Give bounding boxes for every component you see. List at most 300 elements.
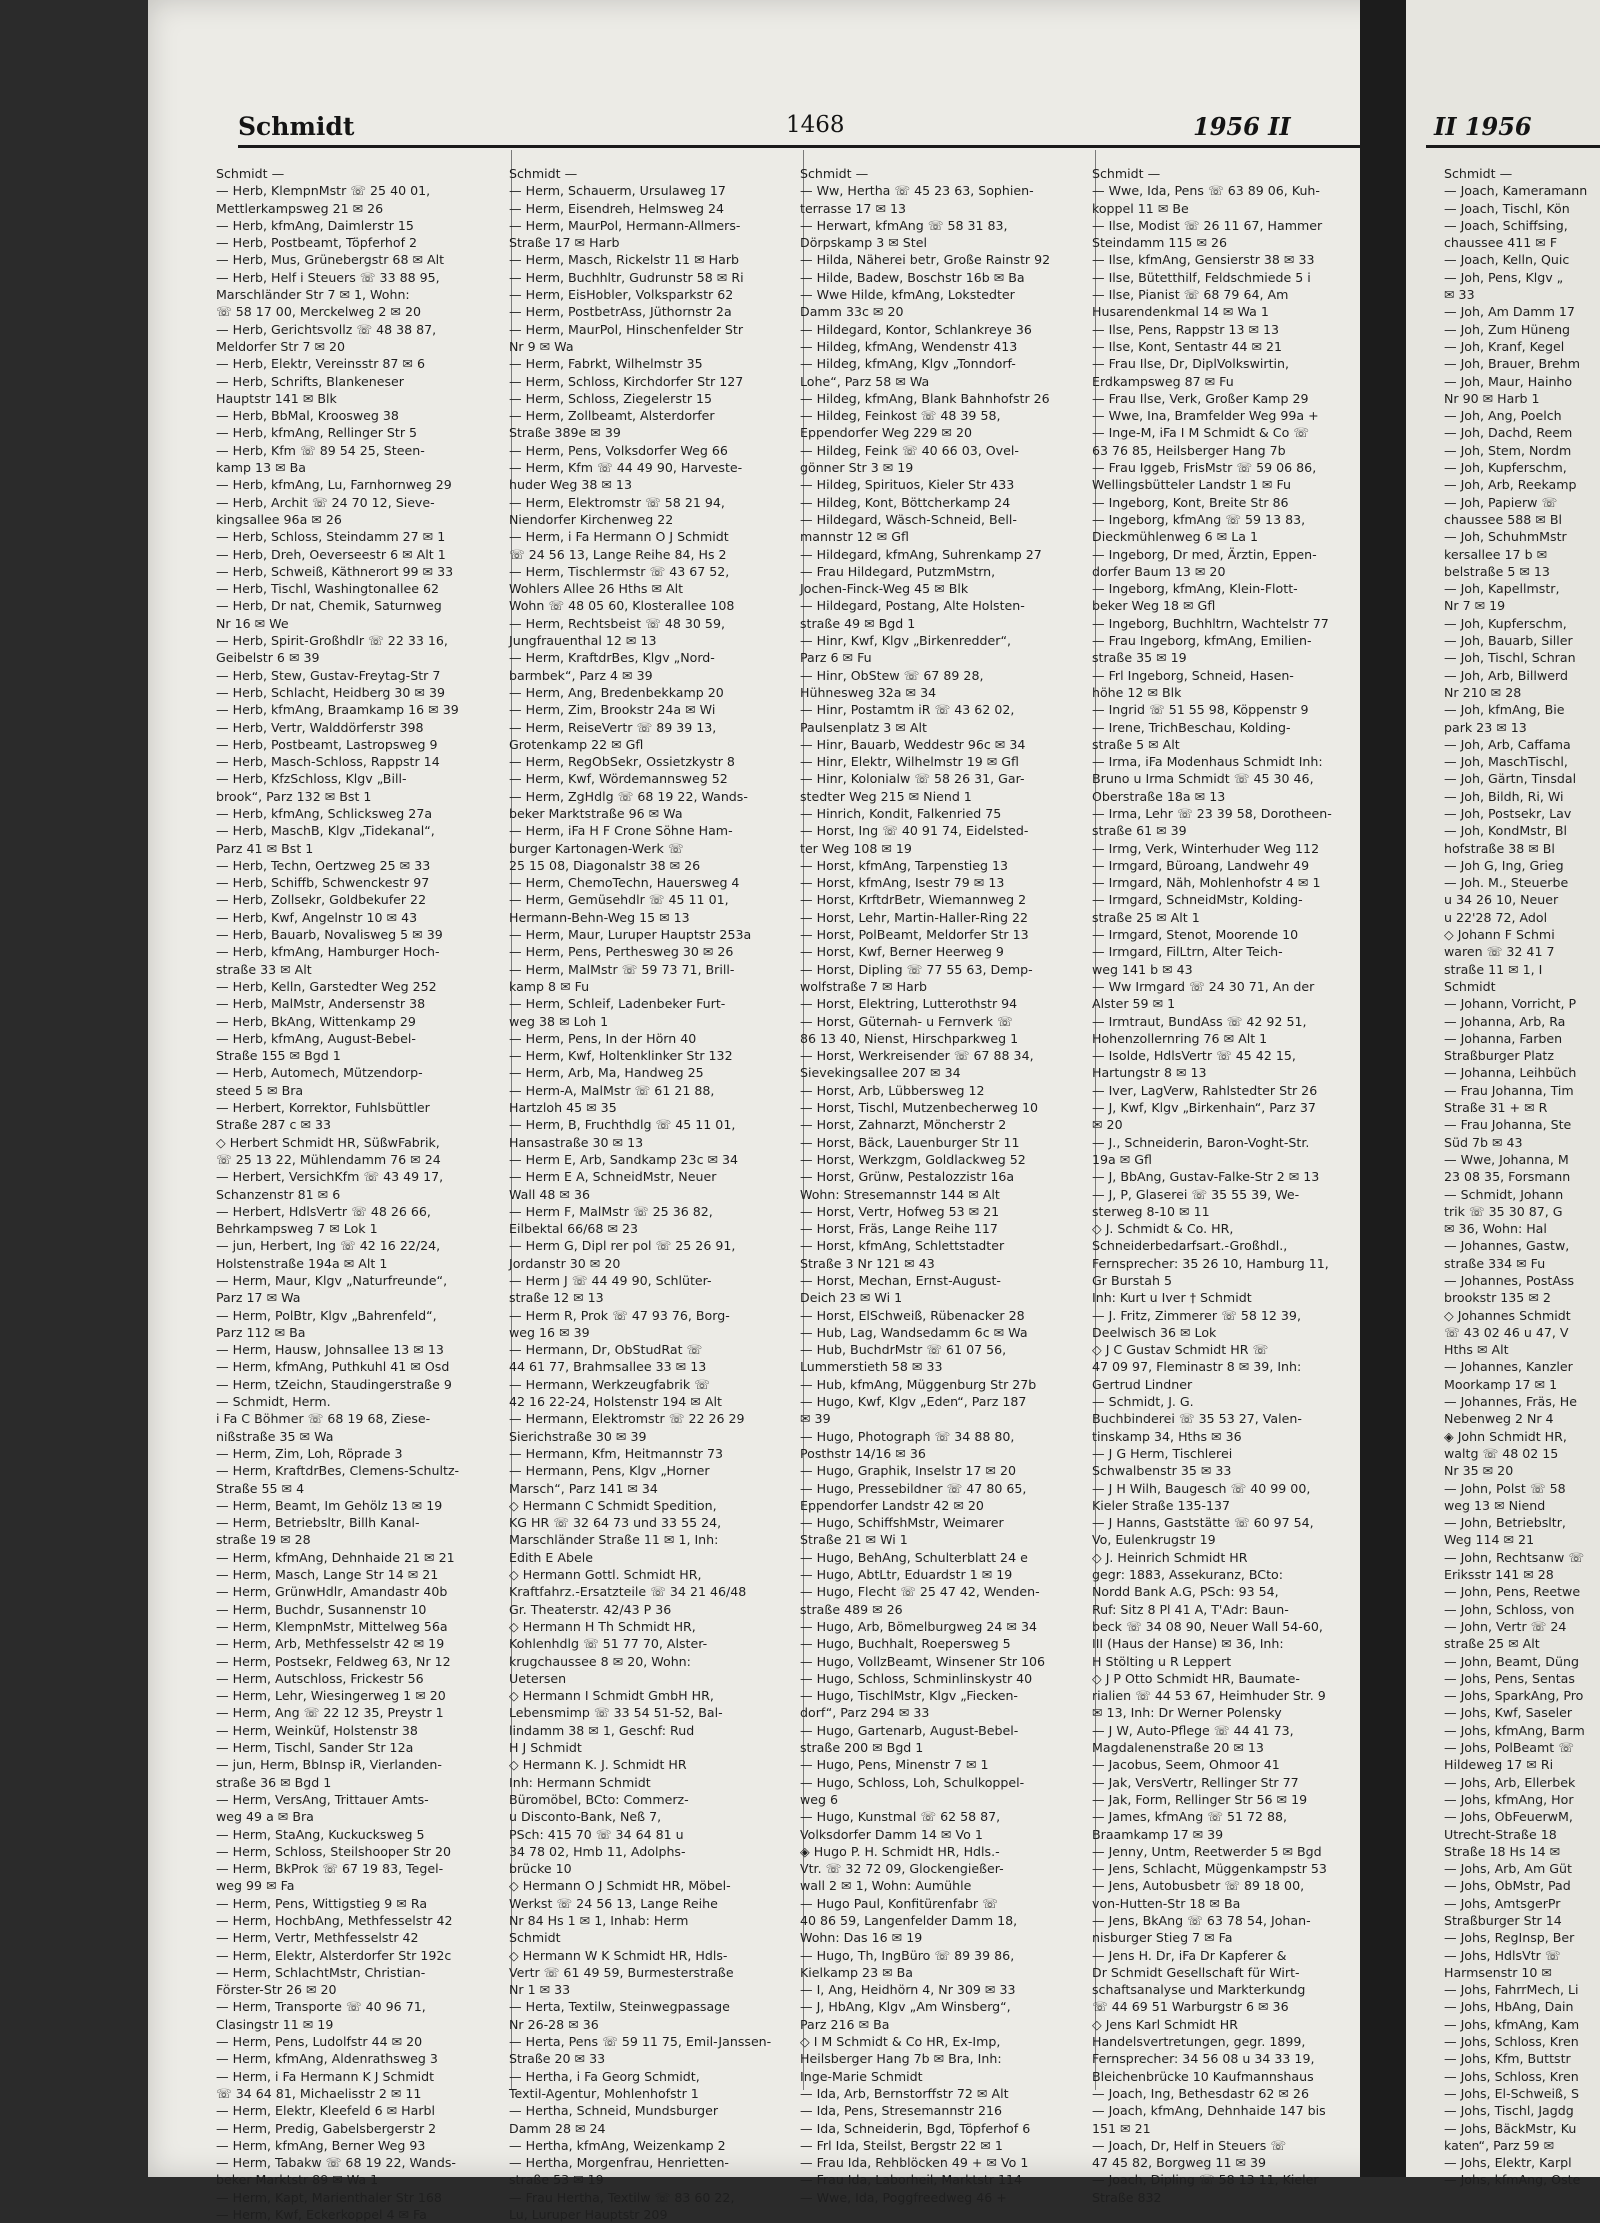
directory-entry-line: Kraftfahrz.-Ersatzteile ☏ 34 21 46/48: [509, 1584, 747, 1600]
directory-entry-line: — Irmgard, Näh, Mohlenhofstr 4 ✉ 1: [1092, 875, 1321, 891]
directory-entry-line: ◇ J. Schmidt & Co. HR,: [1092, 1221, 1234, 1237]
directory-entry-line: — Hildeg, kfmAng, Wendenstr 413: [800, 338, 1018, 354]
directory-entry-line: weg 38 ✉ Loh 1: [509, 1013, 609, 1029]
directory-entry-line: beker Marktstraße 96 ✉ Wa: [509, 805, 683, 821]
directory-entry-line: — Herm F, MalMstr ☏ 25 36 82,: [509, 1203, 713, 1219]
directory-entry-line: Straßburger Platz: [1444, 1048, 1554, 1064]
directory-entry-line: — Herb, Schiffb, Schwenckestr 97: [216, 875, 430, 891]
directory-entry-line: ✉ 39: [800, 1411, 831, 1427]
directory-entry-line: — Hub, BuchdrMstr ☏ 61 07 56,: [800, 1342, 1007, 1358]
directory-entry-line: — Herm, KraftdrBes, Clemens-Schultz-: [216, 1463, 460, 1479]
directory-entry-line: — Horst, Arb, Lübbersweg 12: [800, 1082, 985, 1098]
directory-entry-line: i Fa C Böhmer ☏ 68 19 68, Ziese-: [216, 1411, 431, 1427]
directory-entry-line: Nr 26-28 ✉ 36: [509, 2016, 599, 2032]
directory-entry-line: — Horst, Grünw, Pestalozzistr 16a: [800, 1169, 1015, 1185]
directory-entry-line: — Johanna, Farben: [1444, 1030, 1563, 1046]
directory-entry-line: — Herm, Zim, Loh, Röprade 3: [216, 1445, 403, 1461]
directory-entry-line: weg 13 ✉ Niend: [1444, 1497, 1546, 1513]
directory-entry-line: — Herm, Kfm ☏ 44 49 90, Harveste-: [509, 460, 743, 476]
directory-entry-line: Nr 16 ✉ We: [216, 615, 289, 631]
directory-entry-line: — Ida, Pens, Stresemannstr 216: [800, 2103, 1003, 2119]
directory-entry-line: — Herm, ChemoTechn, Hauersweg 4: [509, 875, 740, 891]
directory-entry-line: straße 33 ✉ Alt: [216, 961, 312, 977]
directory-entry-line: trik ☏ 35 30 87, G: [1444, 1203, 1563, 1219]
directory-entry-line: Kieler Straße 135-137: [1092, 1497, 1231, 1513]
directory-entry-line: weg 141 b ✉ 43: [1092, 961, 1193, 977]
directory-entry-line: — Johs, Arb, Am Güt: [1444, 1861, 1572, 1877]
directory-entry-line: Bleichenbrücke 10 Kaufmannshaus: [1092, 2068, 1314, 2084]
directory-entry-line: — Hildeg, Feinkost ☏ 48 39 58,: [800, 408, 1001, 424]
directory-entry-line: — Horst, KrftdrBetr, Wiemannweg 2: [800, 892, 1027, 908]
directory-entry-line: — Hildeg, Feink ☏ 40 66 03, Ovel-: [800, 442, 1019, 458]
directory-entry-line: — J. Fritz, Zimmerer ☏ 58 12 39,: [1092, 1307, 1301, 1323]
directory-entry-line: — Johanna, Arb, Ra: [1444, 1013, 1566, 1029]
directory-entry-line: — Johs, Pens, Sentas: [1444, 1670, 1575, 1686]
directory-entry-line: — Herm, Hausw, Johnsallee 13 ✉ 13: [216, 1342, 444, 1358]
directory-entry-line: Paulsenplatz 3 ✉ Alt: [800, 719, 927, 735]
directory-entry-line: Inh: Hermann Schmidt: [509, 1774, 651, 1790]
header-name: Schmidt: [238, 112, 355, 141]
directory-entry-line: — Herm, MaurPol, Hermann-Allmers-: [509, 217, 741, 233]
directory-entry-line: — Herm, Rechtsbeist ☏ 48 30 59,: [509, 615, 725, 631]
directory-entry-line: — Johs, HdlsVtr ☏: [1444, 1947, 1561, 1963]
directory-entry-line: von-Hutten-Str 18 ✉ Ba: [1092, 1895, 1241, 1911]
directory-entry-line: Clasingstr 11 ✉ 19: [216, 2016, 334, 2032]
directory-entry-line: — Herm E, Arb, Sandkamp 23c ✉ 34: [509, 1151, 739, 1167]
directory-entry-line: Magdalenenstraße 20 ✉ 13: [1092, 1740, 1264, 1756]
directory-entry-line: — Johs, BäckMstr, Ku: [1444, 2120, 1577, 2136]
directory-entry-line: — Hugo, Pressebildner ☏ 47 80 65,: [800, 1480, 1027, 1496]
directory-entry-line: — Herb, Vertr, Walddörferstr 398: [216, 719, 424, 735]
directory-entry-line: — Frau Ingeborg, kfmAng, Emilien-: [1092, 633, 1312, 649]
directory-entry-line: brücke 10: [509, 1861, 572, 1877]
directory-entry-line: Ruf: Sitz 8 Pl 41 A, T'Adr: Baun-: [1092, 1601, 1289, 1617]
directory-entry-line: — Johs, kfmAng, Barm: [1444, 1722, 1585, 1738]
directory-entry-line: — Horst, Tischl, Mutzenbecherweg 10: [800, 1100, 1039, 1116]
directory-entry-line: ☏ 24 56 13, Lange Reihe 84, Hs 2: [509, 546, 727, 562]
directory-entry-line: — Herb, kfmAng, Lu, Farnhornweg 29: [216, 477, 452, 493]
directory-entry-line: — Wwe, Ida, Poggfreedweg 46 +: [800, 2189, 1007, 2205]
directory-entry-line: — Ilse, Modist ☏ 26 11 67, Hammer: [1092, 217, 1323, 233]
directory-entry-line: — Johs, RegInsp, Ber: [1444, 1930, 1575, 1946]
directory-entry-line: — Ingeborg, Kont, Breite Str 86: [1092, 494, 1289, 510]
directory-entry-line: — Herta, Pens ☏ 59 11 75, Emil-Janssen-: [509, 2034, 772, 2050]
directory-entry-line: gegr: 1883, Assekuranz, BCto:: [1092, 1567, 1283, 1583]
directory-entry-line: — Hildegard, kfmAng, Suhrenkamp 27: [800, 546, 1042, 562]
directory-entry-line: — I, Ang, Heidhörn 4, Nr 309 ✉ 33: [800, 1982, 1016, 1998]
directory-entry-line: katen“, Parz 59 ✉: [1444, 2137, 1555, 2153]
directory-entry-line: Moorkamp 17 ✉ 1: [1444, 1376, 1558, 1392]
directory-entry-line: — Frau Johanna, Tim: [1444, 1082, 1574, 1098]
directory-entry-line: Nr 7 ✉ 19: [1444, 598, 1506, 614]
directory-entry-line: — Hilda, Näherei betr, Große Rainstr 92: [800, 252, 1051, 268]
directory-entry-line: — Herm, StaAng, Kuckucksweg 5: [216, 1826, 425, 1842]
directory-entry-line: — Hub, kfmAng, Müggenburg Str 27b: [800, 1376, 1037, 1392]
directory-entry-line: KG HR ☏ 32 64 73 und 33 55 24,: [509, 1515, 722, 1531]
directory-entry-line: straße 36 ✉ Bgd 1: [216, 1774, 332, 1790]
directory-entry-line: — Hertha, i Fa Georg Schmidt,: [509, 2068, 700, 2084]
directory-entry-line: — Joh, MaschTischl,: [1444, 754, 1568, 770]
directory-entry-line: lindamm 38 ✉ 1, Geschf: Rud: [509, 1722, 695, 1738]
directory-entry-line: — Ingeborg, Dr med, Ärztin, Eppen-: [1092, 546, 1317, 562]
directory-entry-line: — Herb, MalMstr, Andersenstr 38: [216, 996, 426, 1012]
directory-entry-line: straße 11 ✉ 1, I: [1444, 961, 1543, 977]
directory-entry-line: — Herm, EisHobler, Volksparkstr 62: [509, 287, 734, 303]
directory-entry-line: — Inge-M, iFa I M Schmidt & Co ☏: [1092, 425, 1310, 441]
directory-entry-line: — Herb, Kelln, Garstedter Weg 252: [216, 978, 437, 994]
directory-entry-line: Straße 832: [1092, 2189, 1162, 2205]
directory-entry-line: ◇ J C Gustav Schmidt HR ☏: [1092, 1342, 1269, 1358]
directory-entry-line: straße 25 ✉ Alt 1: [1092, 909, 1200, 925]
directory-entry-line: — Johs, HbAng, Dain: [1444, 1999, 1574, 2015]
directory-entry-line: — Herm, Schloss, Steilshooper Str 20: [216, 1843, 451, 1859]
directory-entry-line: — Herwart, kfmAng ☏ 58 31 83,: [800, 217, 1008, 233]
directory-entry-line: — J G Herm, Tischlerei: [1092, 1445, 1233, 1461]
directory-entry-line: — Ilse, Bütetthilf, Feldschmiede 5 i: [1092, 269, 1311, 285]
directory-column-1: [216, 165, 501, 2223]
directory-entry-line: sterweg 8-10 ✉ 11: [1092, 1203, 1210, 1219]
directory-entry-line: — J, BbAng, Gustav-Falke-Str 2 ✉ 13: [1092, 1169, 1320, 1185]
directory-entry-line: — Johs, Kwf, Saseler: [1444, 1705, 1573, 1721]
directory-entry-line: Süd 7b ✉ 43: [1444, 1134, 1523, 1150]
directory-entry-line: Gr Burstah 5: [1092, 1273, 1172, 1288]
directory-entry-line: straße 489 ✉ 26: [800, 1601, 903, 1617]
directory-entry-line: — J Hanns, Gaststätte ☏ 60 97 54,: [1092, 1515, 1314, 1531]
directory-entry-line: — Herm, Transporte ☏ 40 96 71,: [216, 1999, 426, 2015]
directory-entry-line: — Herb, Elektr, Vereinsstr 87 ✉ 6: [216, 356, 425, 372]
directory-entry-line: ◇ Herbert Schmidt HR, SüßwFabrik,: [216, 1134, 440, 1150]
directory-entry-line: — Hugo, Schloss, Loh, Schulkoppel-: [800, 1774, 1025, 1790]
directory-entry-line: ◇ J. Heinrich Schmidt HR: [1092, 1549, 1248, 1565]
directory-entry-line: waltg ☏ 48 02 15: [1444, 1445, 1559, 1461]
directory-entry-line: — Hugo, Kunstmal ☏ 62 58 87,: [800, 1809, 1001, 1825]
directory-entry-line: — Ida, Arb, Bernstorffstr 72 ✉ Alt: [800, 2085, 1009, 2101]
directory-entry-line: — Herb, kfmAng, Rellinger Str 5: [216, 425, 418, 441]
directory-entry-line: — Joh, Papierw ☏: [1444, 494, 1558, 510]
directory-entry-line: — Wwe, Ina, Bramfelder Weg 99a +: [1092, 408, 1319, 424]
directory-entry-line: — Hertha, Schneid, Mundsburger: [509, 2103, 719, 2119]
directory-entry-line: — Herb, Schrifts, Blankeneser: [216, 373, 404, 389]
directory-entry-line: huder Weg 38 ✉ 13: [509, 477, 632, 493]
directory-entry-line: — Jak, VersVertr, Rellinger Str 77: [1092, 1774, 1299, 1790]
directory-entry-line: — Horst, kfmAng, Isestr 79 ✉ 13: [800, 875, 1005, 891]
directory-entry-line: Uetersen: [509, 1670, 567, 1686]
directory-entry-line: Nr 84 Hs 1 ✉ 1, Inhab: Herm: [509, 1912, 689, 1928]
directory-entry-line: Förster-Str 26 ✉ 20: [216, 1982, 337, 1998]
directory-entry-line: — John, Rechtsanw ☏: [1444, 1549, 1585, 1565]
directory-entry-line: wall 2 ✉ 1, Wohn: Aumühle: [800, 1878, 972, 1894]
directory-entry-line: — Herbert, VersichKfm ☏ 43 49 17,: [216, 1169, 444, 1185]
directory-entry-line: Textil-Agentur, Mohlenhofstr 1: [509, 2085, 699, 2101]
directory-entry-line: — Johannes, Kanzler: [1444, 1359, 1573, 1375]
directory-entry-line: — Ww Irmgard ☏ 24 30 71, An der: [1092, 978, 1315, 994]
directory-entry-line: Parz 6 ✉ Fu: [800, 650, 872, 666]
directory-entry-line: — Johs, kfmAng, Kam: [1444, 2016, 1580, 2032]
directory-entry-line: straße 49 ✉ Bgd 1: [800, 615, 916, 631]
directory-entry-line: — Horst, Ing ☏ 40 91 74, Eidelsted-: [800, 823, 1029, 839]
directory-entry-line: Hansastraße 30 ✉ 13: [509, 1134, 644, 1150]
directory-entry-line: — Herm-A, MalMstr ☏ 61 21 88,: [509, 1082, 715, 1098]
directory-entry-line: — Hermann, Kfm, Heitmannstr 73: [509, 1445, 724, 1461]
directory-entry-line: weg 99 ✉ Fa: [216, 1878, 295, 1894]
directory-entry-line: rialien ☏ 44 53 67, Heimhuder Str. 9: [1092, 1688, 1326, 1704]
directory-entry-line: — Horst, Werkreisender ☏ 67 88 34,: [800, 1048, 1034, 1064]
directory-entry-line: Hildeweg 17 ✉ Ri: [1444, 1757, 1554, 1773]
directory-entry-line: — Herm, Gemüsehdlr ☏ 45 11 01,: [509, 892, 729, 908]
directory-entry-line: — Herbert, HdlsVertr ☏ 48 26 66,: [216, 1203, 431, 1219]
directory-entry-line: — Wwe, Ida, Pens ☏ 63 89 06, Kuh-: [1092, 183, 1320, 199]
directory-entry-line: ☏ 58 17 00, Merckelweg 2 ✉ 20: [216, 304, 422, 320]
directory-entry-line: 40 86 59, Langenfelder Damm 18,: [800, 1912, 1018, 1928]
directory-entry-line: — Herm, Pens, Wittigstieg 9 ✉ Ra: [216, 1895, 428, 1911]
directory-entry-line: Marschländer Straße 11 ✉ 1, Inh:: [509, 1532, 719, 1548]
directory-entry-line: — Horst, Mechan, Ernst-August-: [800, 1273, 1001, 1288]
directory-entry-line: Heilsberger Hang 7b ✉ Bra, Inh:: [800, 2051, 1002, 2067]
directory-entry-line: — Isolde, HdlsVertr ☏ 45 42 15,: [1092, 1048, 1296, 1064]
directory-entry-line: — Herm, SchlachtMstr, Christian-: [216, 1964, 426, 1980]
directory-entry-line: Dieckmühlenweg 6 ✉ La 1: [1092, 529, 1258, 545]
directory-entry-line: — Herm G, Dipl rer pol ☏ 25 26 91,: [509, 1238, 736, 1254]
directory-entry-line: — Frau Hertha, Textilw ☏ 83 60 22,: [509, 2189, 735, 2205]
directory-entry-line: ◈ John Schmidt HR,: [1444, 1428, 1567, 1444]
directory-entry-line: — Herb, Masch-Schloss, Rappstr 14: [216, 754, 440, 770]
directory-entry-line: — Herm, kfmAng, Dehnhaide 21 ✉ 21: [216, 1549, 455, 1565]
directory-entry-line: — Ww, Hertha ☏ 45 23 63, Sophien-: [800, 183, 1034, 199]
directory-entry-line: — Hildegard, Kontor, Schlankreye 36: [800, 321, 1032, 337]
directory-entry-line: — Horst, Dipling ☏ 77 55 63, Demp-: [800, 961, 1033, 977]
directory-entry-line: Kohlenhdlg ☏ 51 77 70, Alster-: [509, 1636, 708, 1652]
directory-entry-line: Straße 389e ✉ 39: [509, 425, 621, 441]
directory-entry-line: — Johann, Vorricht, P: [1444, 996, 1577, 1012]
directory-entry-line: 23 08 35, Forsmann: [1444, 1169, 1571, 1185]
directory-entry-line: Wohn: Stresemannstr 144 ✉ Alt: [800, 1186, 1000, 1202]
directory-entry-line: — Herm, GrünwHdlr, Amandastr 40b: [216, 1584, 448, 1600]
directory-entry-line: Nr 90 ✉ Harb 1: [1444, 390, 1540, 406]
directory-entry-line: — Hinr, Kwf, Klgv „Birkenredder“,: [800, 633, 1011, 649]
directory-entry-line: terrasse 17 ✉ 13: [800, 200, 907, 216]
directory-entry-line: — Joach, Dr, Helf in Steuers ☏: [1092, 2137, 1287, 2153]
directory-entry-line: ◇ Hermann C Schmidt Spedition,: [509, 1497, 717, 1513]
directory-entry-line: — Frau Ida, Laborheil, Marktstr 114: [800, 2172, 1023, 2188]
directory-entry-line: — Herm, Pens, In der Hörn 40: [509, 1030, 697, 1046]
directory-entry-line: 25 15 08, Diagonalstr 38 ✉ 26: [509, 857, 701, 873]
directory-entry-line: — Jens, Schlacht, Müggenkampstr 53: [1092, 1861, 1327, 1877]
directory-entry-line: Geibelstr 6 ✉ 39: [216, 650, 320, 666]
directory-entry-line: PSch: 415 70 ☏ 34 64 81 u: [509, 1826, 684, 1842]
directory-entry-line: Damm 28 ✉ 24: [509, 2120, 606, 2136]
directory-entry-line: — Horst, kfmAng, Tarpenstieg 13: [800, 857, 1009, 873]
directory-entry-line: — Johs, El-Schweiß, S: [1444, 2085, 1579, 2101]
directory-entry-line: Schanzenstr 81 ✉ 6: [216, 1186, 341, 1202]
directory-entry-line: — Herm, iFa H F Crone Söhne Ham-: [509, 823, 733, 839]
directory-entry-line: stedter Weg 215 ✉ Niend 1: [800, 788, 972, 804]
directory-entry-line: — John, Pens, Reetwe: [1444, 1584, 1581, 1600]
directory-entry-line: — Herb, Dreh, Oeverseestr 6 ✉ Alt 1: [216, 546, 446, 562]
directory-entry-line: — Irmg, Verk, Winterhuder Weg 112: [1092, 840, 1320, 856]
directory-entry-line: — Herm, PolBtr, Klgv „Bahrenfeld“,: [216, 1307, 437, 1323]
directory-column-3: [800, 165, 1085, 2206]
directory-entry-line: — Joach, Schiffsing,: [1444, 217, 1568, 233]
directory-entry-line: Eriksstr 141 ✉ 28: [1444, 1567, 1554, 1583]
directory-entry-line: — Herm, ReiseVertr ☏ 89 39 13,: [509, 719, 717, 735]
directory-entry-line: barmbek“, Parz 4 ✉ 39: [509, 667, 653, 683]
directory-entry-line: — Hertha, kfmAng, Weizenkamp 2: [509, 2137, 726, 2153]
directory-entry-line: — Herm, MalMstr ☏ 59 73 71, Brill-: [509, 961, 735, 977]
directory-entry-line: — Hildegard, Wäsch-Schneid, Bell-: [800, 511, 1017, 527]
directory-entry-line: krugchaussee 8 ✉ 20, Wohn:: [509, 1653, 691, 1669]
directory-entry-line: — Herm, tZeichn, Staudingerstraße 9: [216, 1376, 452, 1392]
directory-entry-line: Vertr ☏ 61 49 59, Burmesterstraße: [509, 1964, 734, 1980]
directory-entry-line: Nr 9 ✉ Wa: [509, 338, 574, 354]
directory-entry-line: Kielkamp 23 ✉ Ba: [800, 1964, 913, 1980]
directory-entry-line: Parz 17 ✉ Wa: [216, 1290, 301, 1306]
directory-entry-line: — Herb, Dr nat, Chemik, Saturnweg: [216, 598, 442, 614]
directory-entry-line: — J W, Auto-Pflege ☏ 44 41 73,: [1092, 1722, 1294, 1738]
directory-entry-line: Dr Schmidt Gesellschaft für Wirt-: [1092, 1964, 1300, 1980]
directory-entry-line: — Herm, VersAng, Trittauer Amts-: [216, 1791, 429, 1807]
directory-entry-line: Posthstr 14/16 ✉ 36: [800, 1445, 926, 1461]
directory-entry-line: — Herm, Ang, Bredenbekkamp 20: [509, 684, 724, 700]
directory-entry-line: Lummerstieth 58 ✉ 33: [800, 1359, 943, 1375]
directory-entry-line: — Hugo, Flecht ☏ 25 47 42, Wenden-: [800, 1584, 1040, 1600]
directory-entry-line: — Johs, Elektr, Karpl: [1444, 2155, 1572, 2171]
directory-entry-line: 42 16 22-24, Holstenstr 194 ✉ Alt: [509, 1394, 722, 1410]
directory-entry-line: Eppendorfer Weg 229 ✉ 20: [800, 425, 972, 441]
directory-entry-line: Schmidt —: [1444, 166, 1513, 181]
directory-entry-line: — Hugo, Pens, Minenstr 7 ✉ 1: [800, 1757, 989, 1773]
directory-entry-line: — Hermann, Dr, ObStudRat ☏: [509, 1342, 703, 1358]
directory-page: [148, 0, 1400, 2223]
directory-entry-line: — J, Kwf, Klgv „Birkenhain“, Parz 37: [1092, 1100, 1316, 1116]
directory-entry-line: beker Marktstr 89 ✉ Wa 1: [216, 2172, 379, 2188]
directory-entry-line: Husarendenkmal 14 ✉ Wa 1: [1092, 304, 1269, 320]
directory-entry-line: — Herm, Kwf, Eckerkoppel 4 ✉ Fa: [216, 2207, 427, 2223]
directory-entry-line: — Joh G, Ing, Grieg: [1444, 857, 1564, 873]
directory-entry-line: — Hugo, TischlMstr, Klgv „Fiecken-: [800, 1688, 1018, 1704]
directory-entry-line: — Herm, Buchhltr, Gudrunstr 58 ✉ Ri: [509, 269, 744, 285]
directory-entry-line: 47 09 97, Fleminastr 8 ✉ 39, Inh:: [1092, 1359, 1302, 1375]
directory-entry-line: Schmidt —: [216, 166, 285, 181]
directory-entry-line: ◇ I M Schmidt & Co HR, Ex-Imp,: [800, 2034, 1001, 2050]
directory-entry-line: — Jens, BkAng ☏ 63 78 54, Johan-: [1092, 1912, 1311, 1928]
directory-entry-line: tinskamp 34, Hths ✉ 36: [1092, 1428, 1242, 1444]
directory-entry-line: — Joh, Am Damm 17: [1444, 304, 1575, 320]
directory-entry-line: Straße 31 + ✉ R: [1444, 1100, 1548, 1116]
directory-entry-line: — Herb, Spirit-Großhdlr ☏ 22 33 16,: [216, 633, 448, 649]
directory-entry-line: — Herm, Kapt, Marienthaler Str 168: [216, 2189, 442, 2205]
directory-entry-line: Sierichstraße 30 ✉ 39: [509, 1428, 647, 1444]
directory-entry-line: — Joach, Kameramann: [1444, 183, 1588, 199]
directory-entry-line: — Hinr, Postamtm iR ☏ 43 62 02,: [800, 702, 1015, 718]
directory-entry-line: ✉ 36, Wohn: Hal: [1444, 1221, 1547, 1237]
directory-entry-line: — Joh, Kranf, Kegel: [1444, 338, 1565, 354]
directory-entry-line: — Herm, Lehr, Wiesingerweg 1 ✉ 20: [216, 1688, 446, 1704]
directory-entry-line: straße 25 ✉ Alt: [1444, 1636, 1540, 1652]
directory-entry-line: Nebenweg 2 Nr 4: [1444, 1411, 1554, 1427]
directory-entry-line: waren ☏ 32 41 7: [1444, 944, 1555, 960]
directory-entry-line: — Herb, Tischl, Washingtonallee 62: [216, 581, 440, 597]
directory-entry-line: — Herm, Tischlermstr ☏ 43 67 52,: [509, 563, 730, 579]
directory-column-4: [1092, 165, 1377, 2206]
directory-entry-line: ✉ 33: [1444, 287, 1475, 303]
directory-entry-line: ☏ 43 02 46 u 47, V: [1444, 1324, 1569, 1340]
directory-entry-line: — Hugo, Schloss, Schminlinskystr 40: [800, 1670, 1033, 1686]
directory-entry-line: — Herm, RegObSekr, Ossietzkystr 8: [509, 754, 735, 770]
facing-header-rule: [1426, 145, 1600, 148]
directory-entry-line: — Herb, MaschB, Klgv „Tidekanal“,: [216, 823, 435, 839]
directory-entry-line: — Jak, Form, Rellinger Str 56 ✉ 19: [1092, 1791, 1308, 1807]
directory-entry-line: weg 16 ✉ 39: [509, 1324, 590, 1340]
directory-entry-line: — Hugo, VollzBeamt, Winsener Str 106: [800, 1653, 1046, 1669]
directory-entry-line: höhe 12 ✉ Blk: [1092, 684, 1182, 700]
directory-entry-line: — Jens, Autobusbetr ☏ 89 18 00,: [1092, 1878, 1305, 1894]
directory-entry-line: III (Haus der Hanse) ✉ 36, Inh:: [1092, 1636, 1284, 1652]
directory-entry-line: — Johannes, PostAss: [1444, 1273, 1575, 1288]
directory-entry-line: — Herb, Zollsekr, Goldbekufer 22: [216, 892, 427, 908]
directory-entry-line: — Joh, Bildh, Ri, Wi: [1444, 788, 1564, 804]
directory-entry-line: gönner Str 3 ✉ 19: [800, 460, 914, 476]
directory-entry-line: — Herm, Schloss, Kirchdorfer Str 127: [509, 373, 744, 389]
directory-entry-line: — Schmidt, J. G.: [1092, 1394, 1194, 1410]
directory-entry-line: — Herm, Schauerm, Ursulaweg 17: [509, 183, 726, 199]
directory-entry-line: — Hinr, ObStew ☏ 67 89 28,: [800, 667, 984, 683]
directory-entry-line: — Herb, Kwf, Angelnstr 10 ✉ 43: [216, 909, 418, 925]
directory-entry-line: — Herb, Bauarb, Novalisweg 5 ✉ 39: [216, 927, 443, 943]
directory-entry-line: — John, Schloss, von: [1444, 1601, 1575, 1617]
directory-entry-line: — Schmidt, Herm.: [216, 1394, 331, 1410]
directory-entry-line: — John, Betriebsltr,: [1444, 1515, 1566, 1531]
directory-entry-line: — Herm, kfmAng, Aldenrathsweg 3: [216, 2051, 438, 2067]
directory-entry-line: Hermann-Behn-Weg 15 ✉ 13: [509, 909, 690, 925]
directory-entry-line: Deich 23 ✉ Wi 1: [800, 1290, 903, 1306]
directory-entry-line: — Herm E A, SchneidMstr, Neuer: [509, 1169, 717, 1185]
directory-entry-line: 34 78 02, Hmb 11, Adolphs-: [509, 1843, 686, 1859]
directory-entry-line: — Ilse, Kont, Sentastr 44 ✉ 21: [1092, 338, 1283, 354]
directory-entry-line: Schmidt —: [509, 166, 578, 181]
directory-entry-line: — Johs, Arb, Ellerbek: [1444, 1774, 1576, 1790]
directory-entry-line: Eilbektal 66/68 ✉ 23: [509, 1221, 639, 1237]
directory-entry-line: — Herm, i Fa Hermann K J Schmidt: [216, 2068, 435, 2084]
directory-entry-line: 19a ✉ Gfl: [1092, 1151, 1152, 1167]
directory-entry-line: ◇ Johannes Schmidt: [1444, 1307, 1571, 1323]
directory-entry-line: — Herm, Masch, Lange Str 14 ✉ 21: [216, 1567, 439, 1583]
directory-entry-line: — Herm J ☏ 44 49 90, Schlüter-: [509, 1273, 712, 1288]
directory-entry-line: — Hermann, Elektromstr ☏ 22 26 29: [509, 1411, 745, 1427]
directory-entry-line: 44 61 77, Brahmsallee 33 ✉ 13: [509, 1359, 707, 1375]
directory-entry-line: — Hugo, SchiffshMstr, Weimarer: [800, 1515, 1004, 1531]
directory-entry-line: — Herm, Predig, Gabelsbergerstr 2: [216, 2120, 437, 2136]
directory-entry-line: Schmidt: [509, 1930, 561, 1946]
header-year-part: 1956 II: [1193, 112, 1291, 141]
facing-directory-column: [1444, 165, 1600, 2189]
directory-entry-line: Holstenstraße 194a ✉ Alt 1: [216, 1255, 388, 1271]
directory-entry-line: — James, kfmAng ☏ 51 72 88,: [1092, 1809, 1288, 1825]
directory-entry-line: — Herm, PostbetrAss, Jüthornstr 2a: [509, 304, 732, 320]
directory-entry-line: — J, HbAng, Klgv „Am Winsberg“,: [800, 1999, 1011, 2015]
directory-entry-line: Jordanstr 30 ✉ 20: [509, 1255, 621, 1271]
directory-entry-line: Wohlers Allee 26 Hths ✉ Alt: [509, 581, 684, 597]
directory-entry-line: — Irmgard, SchneidMstr, Kolding-: [1092, 892, 1303, 908]
directory-entry-line: — Johs, SparkAng, Pro: [1444, 1688, 1584, 1704]
directory-entry-line: — Joh, Kupferschm,: [1444, 460, 1567, 476]
directory-entry-line: — Herm, KlempnMstr, Mittelweg 56a: [216, 1618, 448, 1634]
directory-entry-line: — Irma, iFa Modenhaus Schmidt Inh:: [1092, 754, 1323, 770]
directory-entry-line: 63 76 85, Heilsberger Hang 7b: [1092, 442, 1286, 458]
directory-entry-line: — Frl Ingeborg, Schneid, Hasen-: [1092, 667, 1294, 683]
directory-entry-line: — Hub, Lag, Wandsedamm 6c ✉ Wa: [800, 1324, 1028, 1340]
directory-entry-line: — Johs, ObMstr, Pad: [1444, 1878, 1571, 1894]
directory-entry-line: Wohn ☏ 48 05 60, Klosterallee 108: [509, 598, 735, 614]
